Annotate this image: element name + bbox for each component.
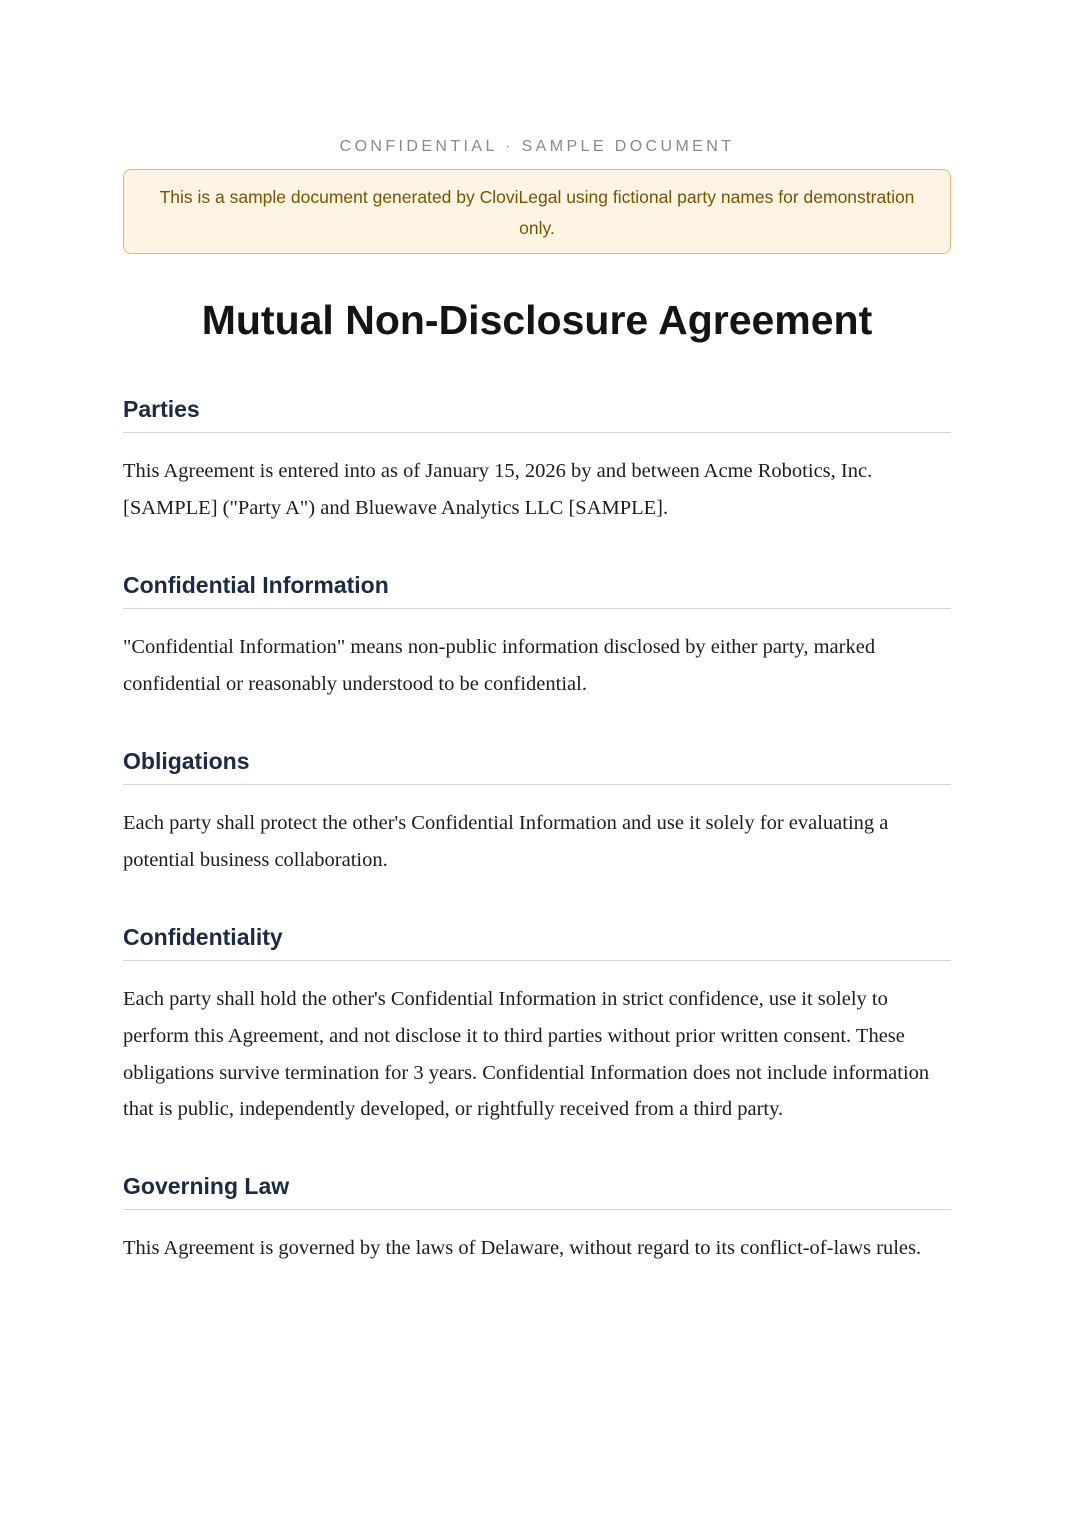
section-confidential-information (123, 570, 951, 703)
sample-notice-banner: This is a sample document generated by CloviLegal using fictional party names for demonstration only. (123, 169, 951, 254)
section-body: Each party shall protect the other's Confidential Information and use it solely for evaluating a potential business collaboration. (123, 812, 889, 871)
section-body: This Agreement is governed by the laws of Delaware, without regard to its conflict-of-laws rules. (123, 1237, 922, 1259)
section-obligations (123, 746, 951, 879)
confidential-label: CONFIDENTIAL · SAMPLE DOCUMENT (339, 138, 735, 155)
section-body: Each party shall hold the other's Confidential Information in strict confidence, use it solely to perform this Agreement, and not disclose it to third parties without prior written consent. These obligations survive termination for 3 years. Confidential Information does not include information that is public, independently developed, or rightfully received from a third party. (123, 988, 930, 1121)
section-body: This Agreement is entered into as of January 15, 2026 by and between Acme Robotics, Inc. [SAMPLE] ("Party A") and Bluewave Analytics LLC [SAMPLE]. (123, 460, 873, 519)
section-heading: Governing Law (123, 1171, 951, 1210)
section-heading: Parties (123, 394, 951, 433)
section-governing-law (123, 1171, 951, 1267)
section-body: "Confidential Information" means non-public information disclosed by either party, marked confidential or reasonably understood to be confidential. (123, 636, 876, 695)
section-heading: Obligations (123, 746, 951, 785)
section-parties (123, 394, 951, 527)
section-heading: Confidential Information (123, 570, 951, 609)
section-heading: Confidentiality (123, 922, 951, 961)
section-confidentiality (123, 922, 951, 1128)
document-title: Mutual Non-Disclosure Agreement (201, 297, 873, 343)
